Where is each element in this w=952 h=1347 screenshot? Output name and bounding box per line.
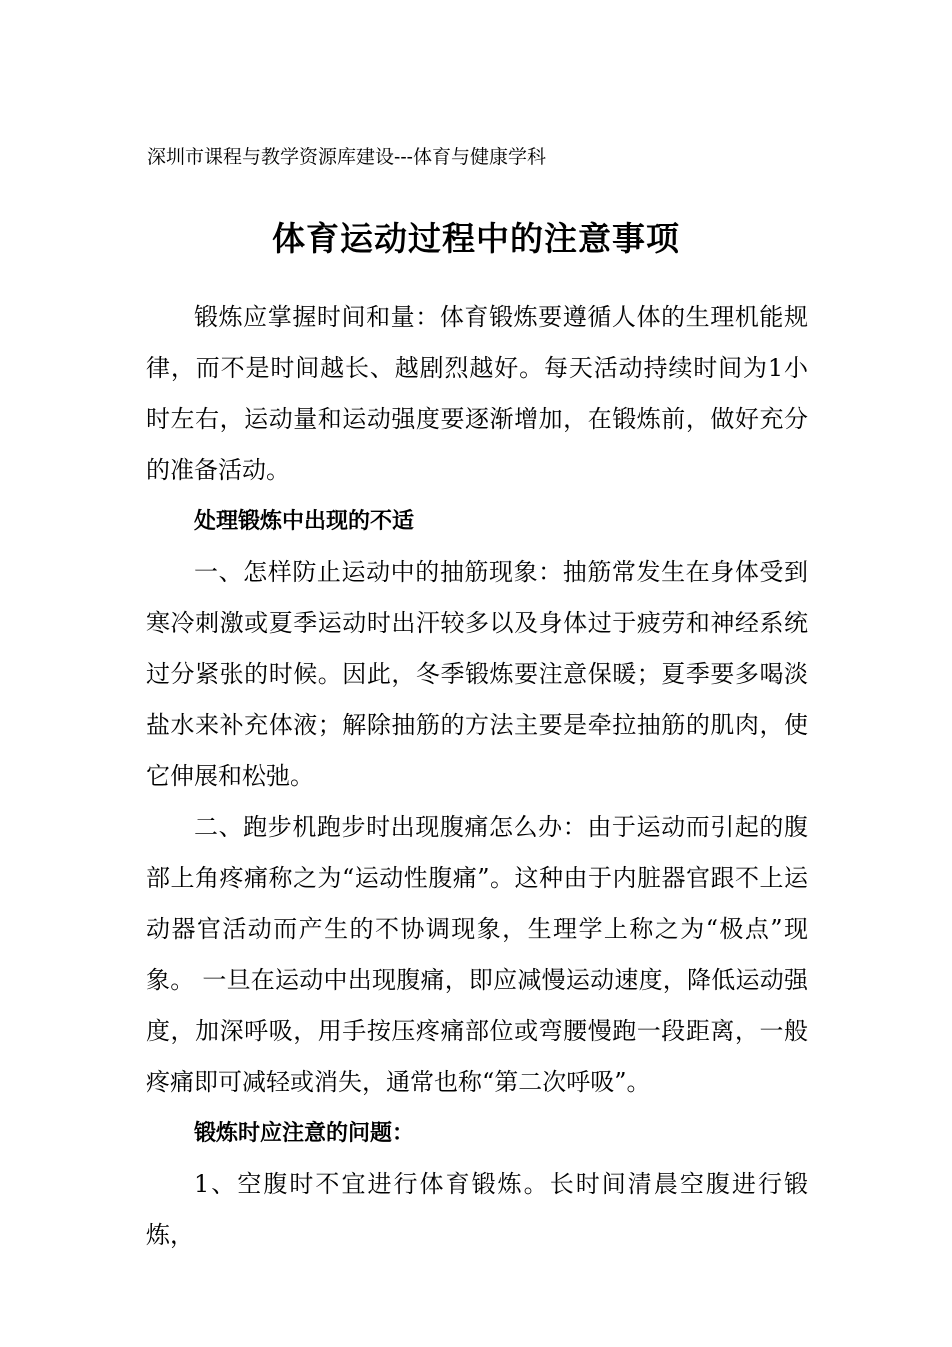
- paragraph-exercise-time: 锻炼应掌握时间和量：体育锻炼要遵循人体的生理机能规律，而不是时间越长、越剧烈越好。每天活动持续时间为1小时左右，运动量和运动强度要逐渐增加，在锻炼前，做好充分的准备活动。: [146, 303, 808, 484]
- document-body: [146, 292, 808, 1261]
- section-heading-discomfort: 处理锻炼中出现的不适: [194, 509, 415, 534]
- section-heading-precautions: 锻炼时应注意的问题：: [194, 1121, 415, 1146]
- paragraph-abdominal-pain: 二、跑步机跑步时出现腹痛怎么办：由于运动而引起的腹部上角疼痛称之为“运动性腹痛”。这种由于内脏器官跟不上运动器官活动而产生的不协调现象，生理学上称之为“极点”现象。 一旦在运动中出现腹痛，即应减慢运动速度，降低运动强度，加深呼吸，用手按压疼痛部位或弯腰慢跑一段距离，一般疼痛即可减轻或消失，通常也称“第二次呼吸”。: [146, 813, 808, 1096]
- paragraph-cramps: 一、怎样防止运动中的抽筋现象：抽筋常发生在身体受到寒冷刺激或夏季运动时出汗较多以及身体过于疲劳和神经系统过分紧张的时候。因此，冬季锻炼要注意保暖；夏季要多喝淡盐水来补充体液；解除抽筋的方法主要是牵拉抽筋的肌肉，使它伸展和松弛。: [146, 558, 808, 790]
- page-title: 体育运动过程中的注意事项: [272, 219, 680, 258]
- document-header: 深圳市课程与教学资源库建设---体育与健康学科: [147, 147, 546, 168]
- paragraph-empty-stomach: 1、空腹时不宜进行体育锻炼。长时间清晨空腹进行锻炼，: [146, 1170, 808, 1249]
